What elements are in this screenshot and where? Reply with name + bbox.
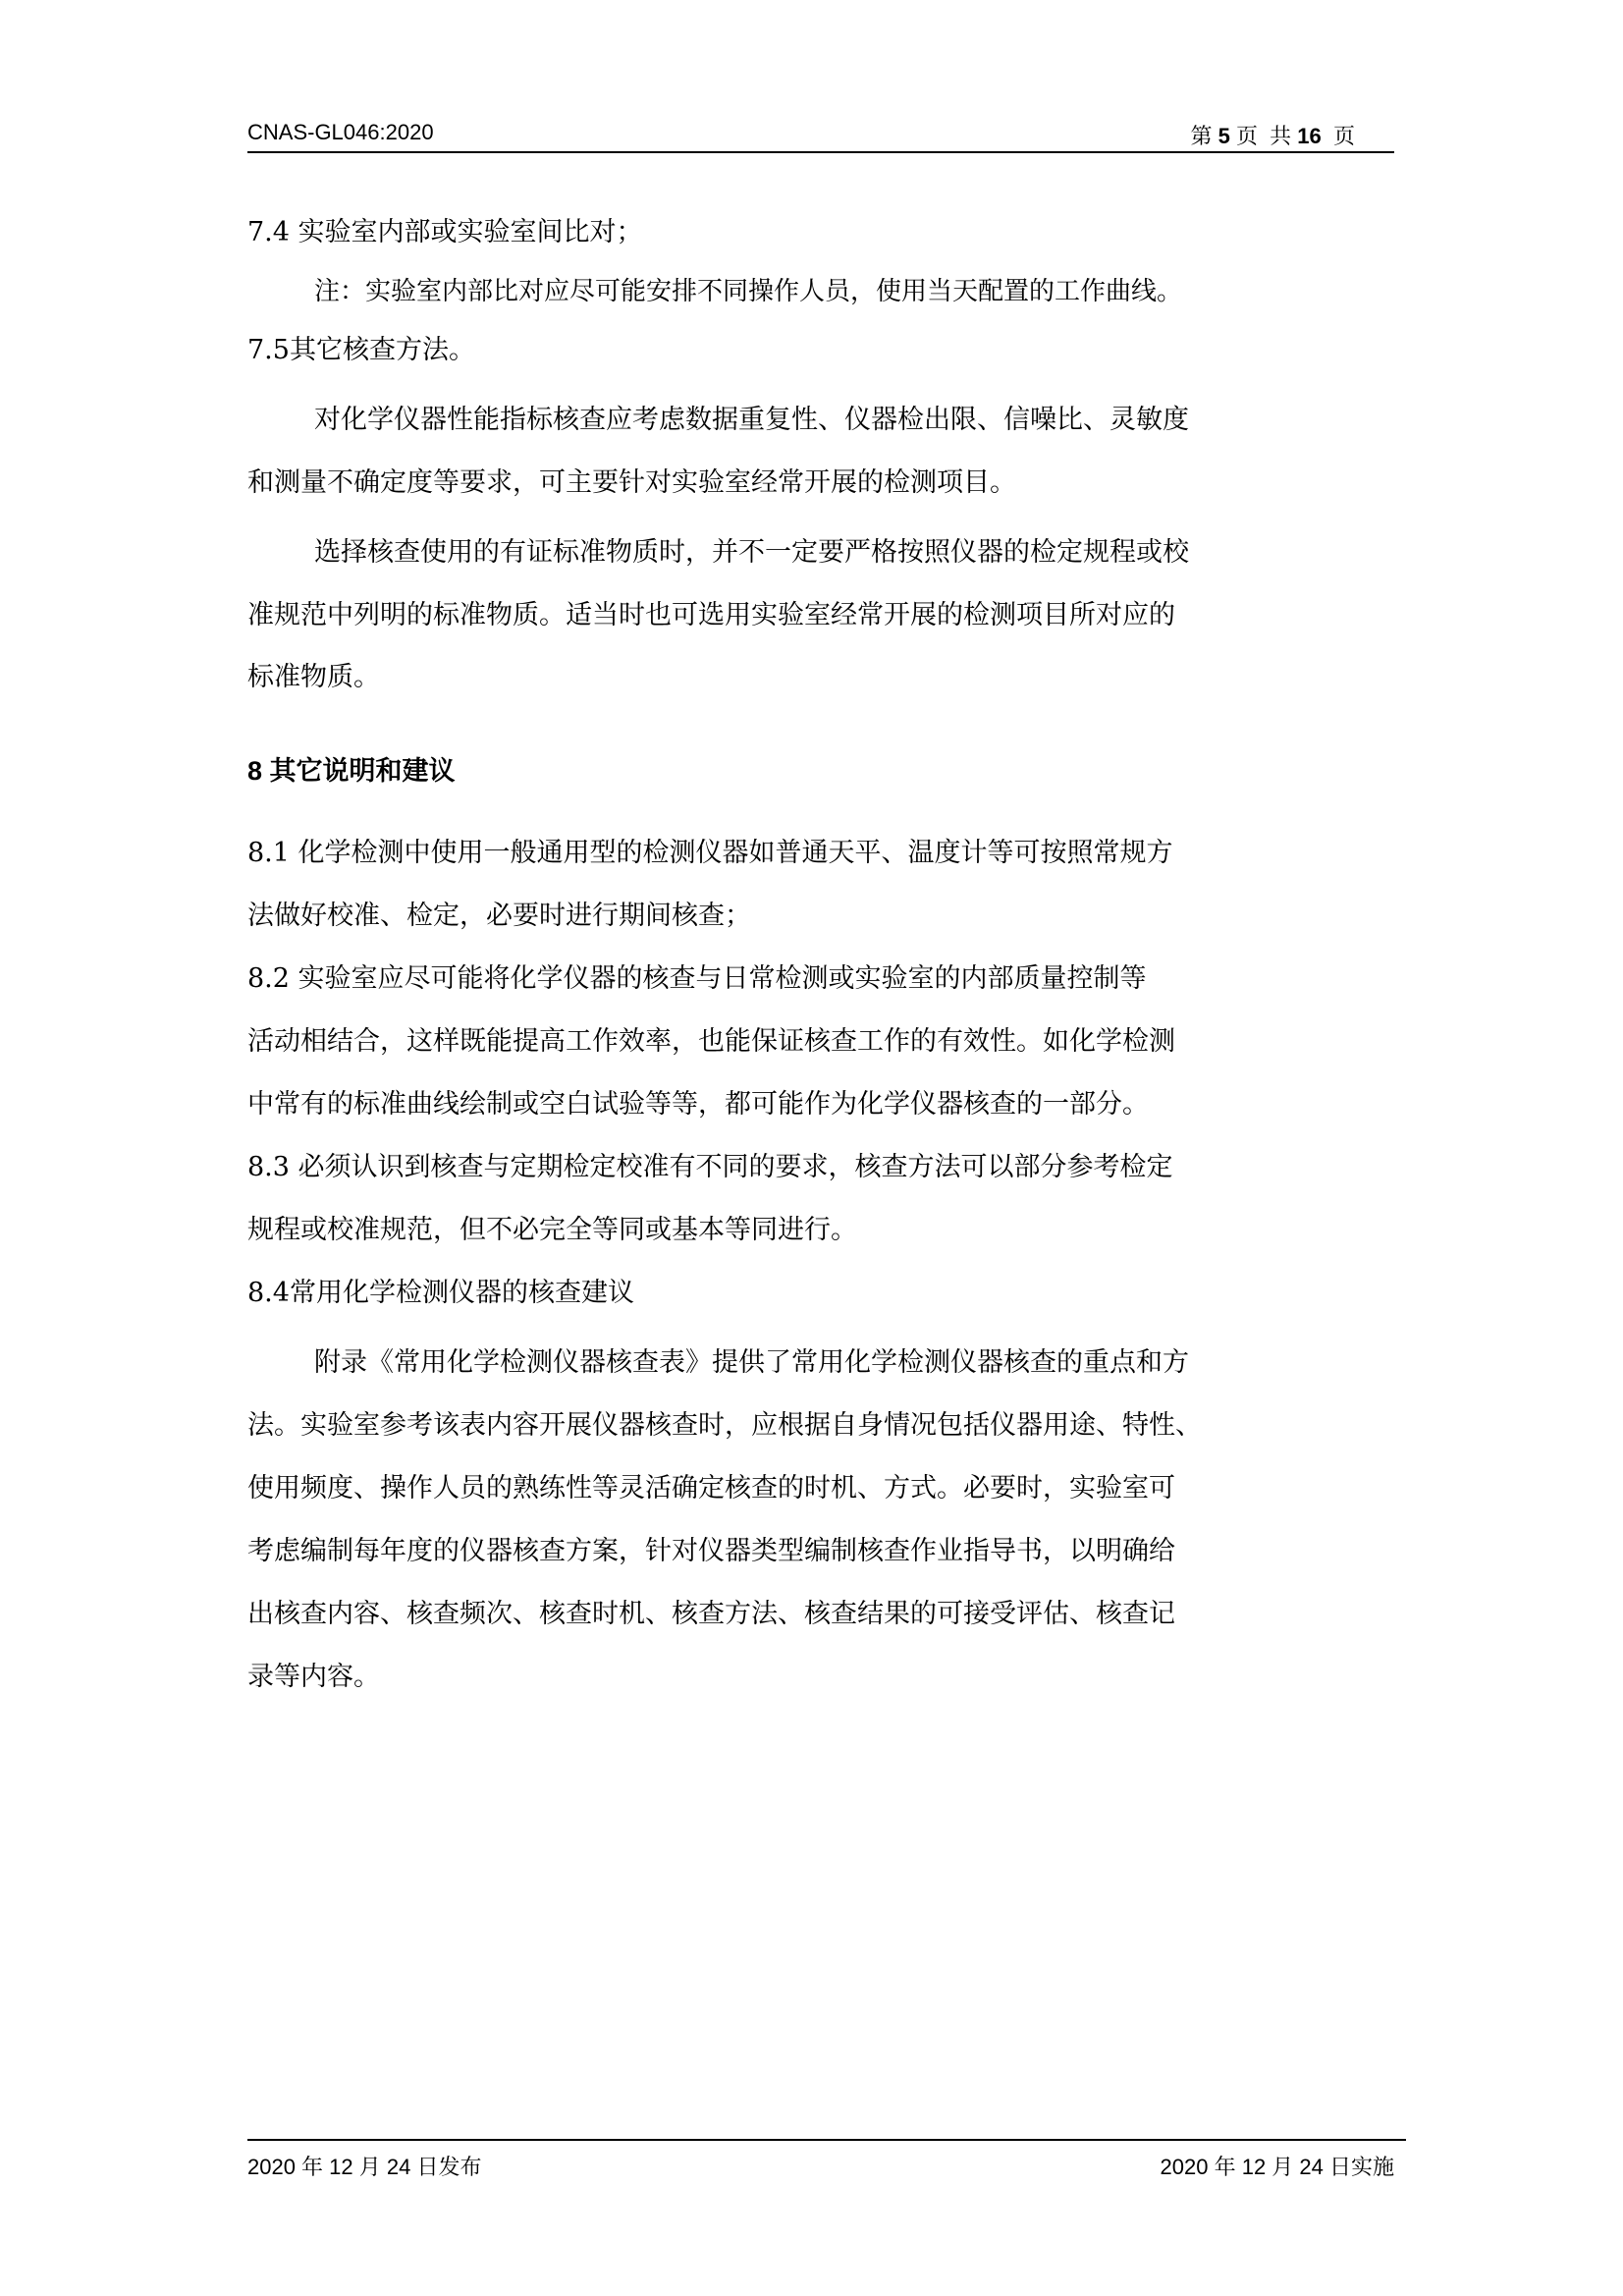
section-7-4: 7.4 实验室内部或实验室间比对；: [247, 217, 643, 247]
paragraph-line: 考虑编制每年度的仪器核查方案，针对仪器类型编制核查作业指导书，以明确给: [247, 1536, 1175, 1566]
section-heading-8: 8 其它说明和建议: [247, 756, 456, 786]
paragraph-line: 准规范中列明的标准物质。适当时也可选用实验室经常开展的检测项目所对应的: [247, 600, 1175, 630]
section-8-1: 8.1 化学检测中使用一般通用型的检测仪器如普通天平、温度计等可按照常规方: [247, 838, 1173, 868]
paragraph-line: 中常有的标准曲线绘制或空白试验等等，都可能作为化学仪器核查的一部分。: [247, 1089, 1149, 1120]
paragraph-line: 对化学仪器性能指标核查应考虑数据重复性、仪器检出限、信噪比、灵敏度: [314, 405, 1189, 435]
paragraph-line: 法做好校准、检定，必要时进行期间核查；: [247, 901, 751, 931]
section-7-5: 7.5其它核查方法。: [247, 335, 475, 365]
page-number: 第 5 页 共 16 页: [1190, 124, 1355, 148]
paragraph-line: 法。实验室参考该表内容开展仪器核查时，应根据自身情况包括仪器用途、特性、: [247, 1410, 1202, 1441]
section-8-2: 8.2 实验室应尽可能将化学仪器的核查与日常检测或实验室的内部质量控制等: [247, 963, 1147, 994]
paragraph-line: 附录《常用化学检测仪器核查表》提供了常用化学检测仪器核查的重点和方: [314, 1347, 1189, 1378]
section-7-4-note: 注：实验室内部比对应尽可能安排不同操作人员，使用当天配置的工作曲线。: [314, 277, 1183, 306]
total-pages: 16: [1297, 124, 1322, 148]
section-8-3: 8.3 必须认识到核查与定期检定校准有不同的要求，核查方法可以部分参考检定: [247, 1152, 1173, 1182]
paragraph-line: 使用频度、操作人员的熟练性等灵活确定核查的时机、方式。必要时，实验室可: [247, 1473, 1175, 1503]
current-page: 5: [1217, 124, 1230, 148]
issue-date: 2020 年 12 月 24 日发布: [247, 2155, 482, 2179]
paragraph-line: 活动相结合，这样既能提高工作效率，也能保证核查工作的有效性。如化学检测: [247, 1026, 1175, 1057]
paragraph-line: 选择核查使用的有证标准物质时，并不一定要严格按照仪器的检定规程或校: [314, 537, 1189, 568]
effective-date: 2020 年 12 月 24 日实施: [1160, 2155, 1394, 2179]
paragraph-line: 和测量不确定度等要求，可主要针对实验室经常开展的检测项目。: [247, 467, 1016, 498]
paragraph-line: 出核查内容、核查频次、核查时机、核查方法、核查结果的可接受评估、核查记: [247, 1599, 1175, 1629]
page-footer: [247, 2139, 1406, 2179]
document-code: CNAS-GL046:2020: [247, 120, 434, 144]
page-header: [247, 118, 1394, 153]
paragraph-line: 标准物质。: [247, 662, 380, 692]
section-8-4: 8.4常用化学检测仪器的核查建议: [247, 1278, 634, 1308]
paragraph-line: 规程或校准规范，但不必完全等同或基本等同进行。: [247, 1215, 857, 1245]
paragraph-line: 录等内容。: [247, 1662, 380, 1692]
